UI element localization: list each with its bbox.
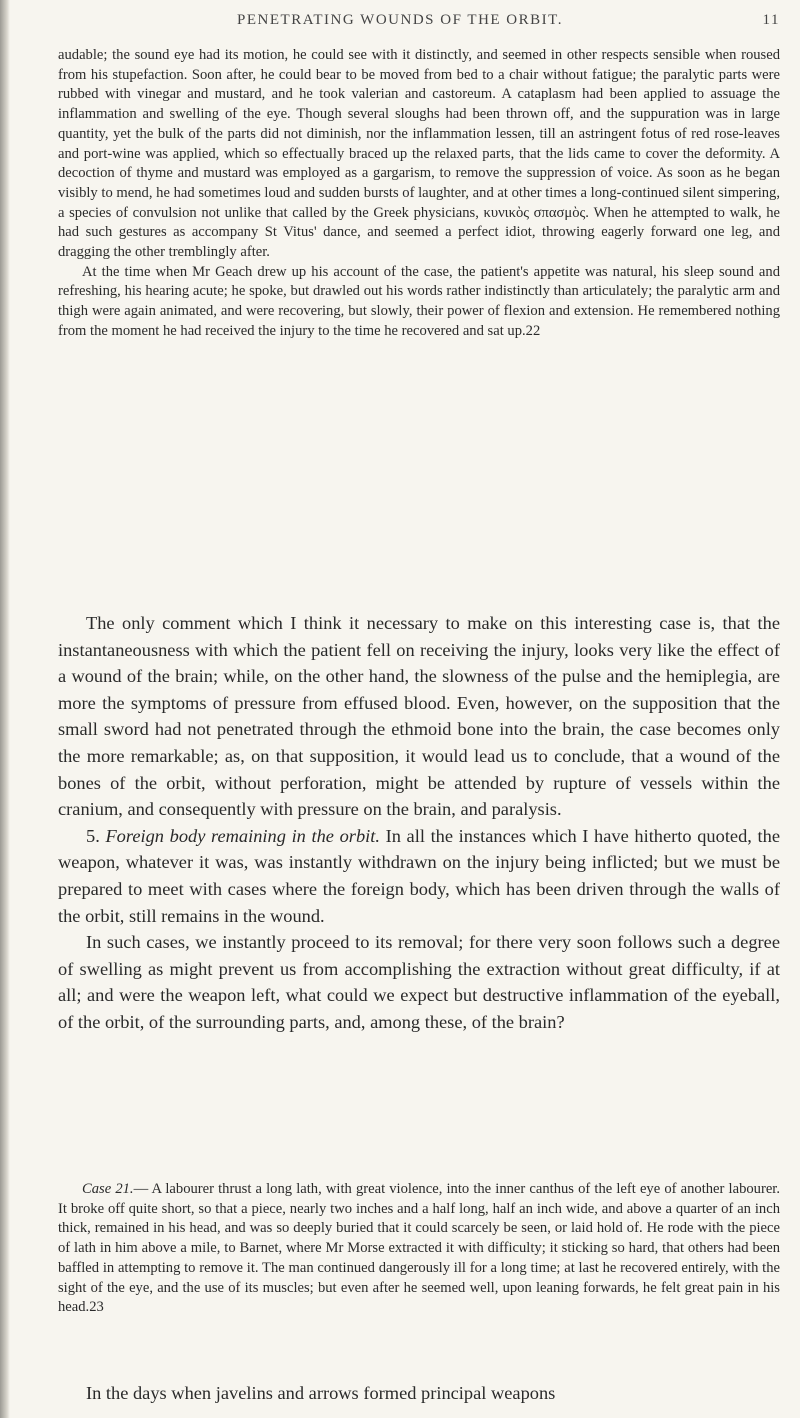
page-number: 11 [762,12,780,28]
paragraph-removal: In such cases, we instantly proceed to its removal; for there very soon follows such a degree of swelling as might prevent us from accomplishing the extraction without great difficulty, if at all; and were the weapon left, what could we expect but destructive inflammation of the eyeball, of the orbit, of the surrounding parts, and, among these, of the brain? [58,932,780,1032]
paragraph-case-narrative: audable; the sound eye had its motion, he could see with it distinctly, and seemed in other respects sensible when roused from his stupefaction. Soon after, he could bear to be moved from bed to a chair without fatigue; the paralytic parts were rubbed with vinegar and mustard, and he took valerian and castoreum. A cataplasm had been applied to assuage the inflammation and swelling of the eye. Though several sloughs had been thrown off, and the suppuration was in large quantity, yet the bulk of the parts did not diminish, nor the inflammation lessen, till an astringent fotus of red rose-leaves and port-wine was applied, which so effectually braced up the relaxed parts, that the lids came to cover the deformity. A decoction of thyme and mustard was employed as a gargarism, to remove the suppression of voice. As soon as he began visibly to mend, he had sometimes loud and sudden bursts of laughter, and at other times a long-continued silent simpering, a species of convulsion not unlike that called by the Greek physicians, κυνικὸς σπασμὸς. When he attempted to walk, he had such gestures as accompany St Vitus' dance, and seemed a perfect idiot, throwing eagerly forward one leg, and dragging the other tremblingly after. [58,47,780,261]
case-label: Case 21. [82,1181,134,1197]
book-spine-shadow [0,0,10,1418]
paragraph-section-intro: In all the instances which I have hitherto quoted, the weapon, whatever it was, was instantly withdrawn on the injury being inflicted; but we must be prepared to meet with cases where the foreign body, which has been driven through the walls of the orbit, still remains in the wound. [58,825,780,926]
case-21 [58,1180,780,1318]
book-page [58,0,780,1418]
paragraph-case-21 [58,1180,780,1318]
case-continuation [58,46,780,342]
section-foreign-body [58,823,780,929]
paragraph-case-outcome: At the time when Mr Geach drew up his account of the case, the patient's appetite was natural, his sleep sound and refreshing, his hearing acute; he spoke, but drawled out his words rather indistinctly than articulately; the paralytic arm and thigh were again animated, and were recovering, but slowly, their power of flexion and extension. He remembered nothing from the moment he had received the injury to the time he recovered and sat up.22 [58,263,780,339]
section-number: 5. [86,825,100,846]
paragraph-javelins: In the days when javelins and arrows formed principal weapons [86,1383,556,1403]
main-text [58,610,780,1036]
case-21-text: — A labourer thrust a long lath, with great violence, into the inner canthus of the left eye of another labourer. It broke off quite short, so that a piece, nearly two inches and a half long, half an inch wide, and above a quarter of an inch thick, remained in his head, and was so deeply buried that it could scarcely be seen, or laid hold of. He rode with the piece of lath in him above a mile, to Barnet, where Mr Morse extracted it with difficulty; it sticking so hard, that others had been baffled in attempting to remove it. The man continued dangerously ill for a long time; at last he recovered entirely, with the sight of the eye, and the use of its muscles; but even after he seemed well, upon leaning forwards, he felt great pain in his head.23 [58,1181,780,1316]
main-text-continued [58,1380,780,1407]
paragraph-comment: The only comment which I think it necessary to make on this interesting case is, that the instantaneousness with which the patient fell on receiving the injury, looks very like the effect of a wound of the brain; while, on the other hand, the slowness of the pulse and the hemiplegia, are more the symptoms of pressure from effused blood. Even, however, on the supposition that the small sword had not penetrated through the ethmoid bone into the brain, the case becomes only the more remarkable; as, on that supposition, it would lead us to conclude, that a wound of the bones of the orbit, without perforation, might be attended by rupture of vessels within the cranium, and consequently with pressure on the brain, and paralysis. [58,613,780,820]
page-header [58,12,780,42]
running-title: PENETRATING WOUNDS OF THE ORBIT. [237,12,563,28]
section-heading: Foreign body remaining in the orbit. [105,825,380,846]
